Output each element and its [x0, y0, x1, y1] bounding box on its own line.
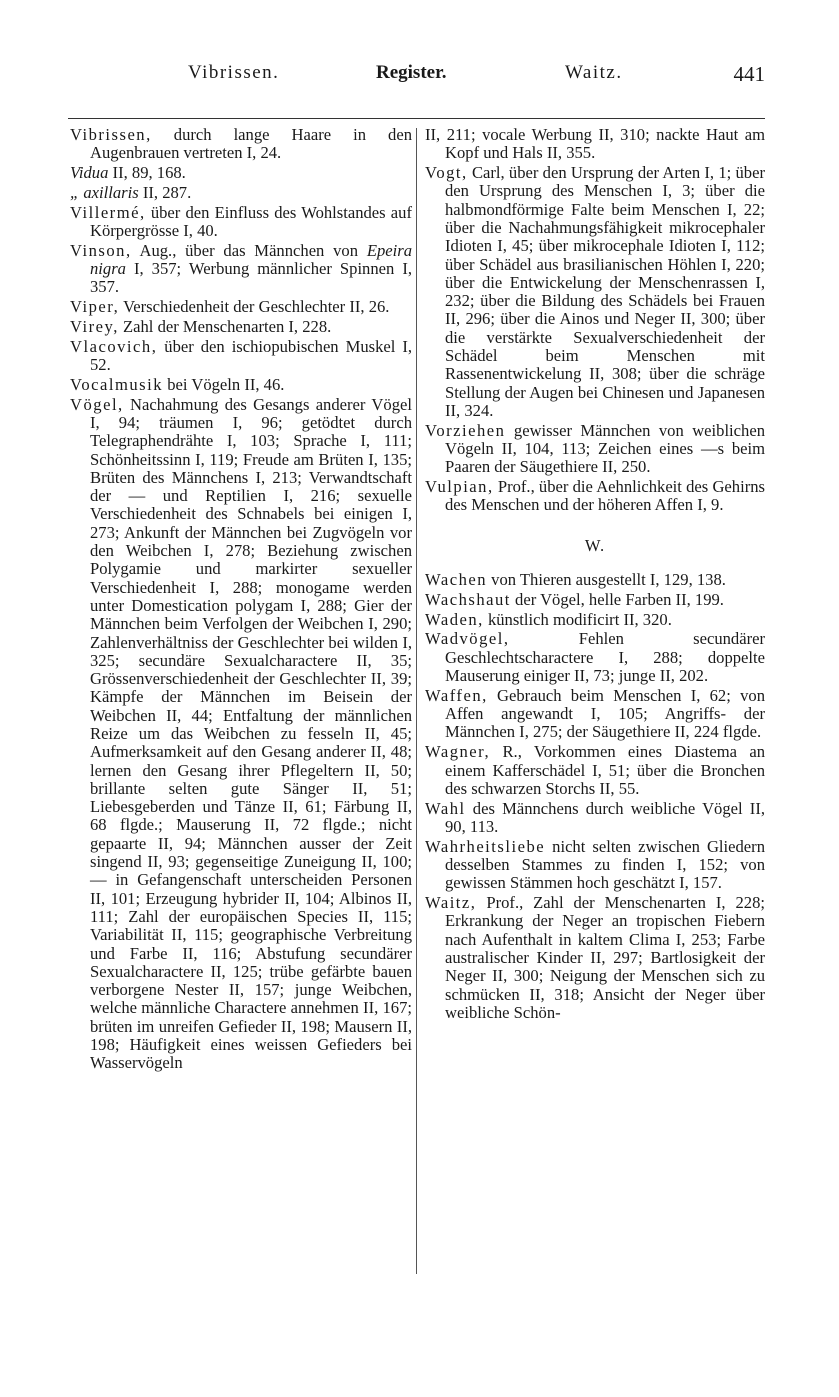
running-header: [68, 62, 765, 92]
index-entry: Wachen von Thieren ausgestellt I, 129, 138.: [425, 570, 726, 590]
index-entry: Vlacovich, über den ischiopubischen Muskel I, 52.: [70, 336, 412, 375]
index-entry: Vidua II, 89, 168.: [70, 163, 186, 183]
column-separator: [416, 128, 417, 1274]
index-entry: Waden, künstlich modificirt II, 320.: [425, 609, 672, 629]
index-entry: Wadvögel, Fehlen secundärer Geschlechtscharactere I, 288; doppelte Mauserung einiger II, 73; junge II, 202.: [425, 629, 765, 686]
section-letter: W.: [584, 535, 606, 555]
index-entry: Vulpian, Prof., über die Aehnlichkeit des Gehirns des Menschen und der höheren Affen I, 9.: [425, 477, 765, 515]
index-entry: Waffen, Gebrauch beim Menschen I, 62; von Affen angewandt I, 105; Angriffs- der Männchen I, 275; der Säugethiere II, 224 flgde.: [425, 685, 765, 742]
index-entry: Vorziehen gewisser Männchen von weiblichen Vögeln II, 104, 113; Zeichen eines —s beim Paaren der Säugethiere II, 250.: [425, 420, 765, 477]
index-entry: Vögel, Nachahmung des Gesangs anderer Vögel I, 94; träumen I, 96; getödtet durch Telegraphendrähte I, 103; Sprache I, 111; Schönheitssinn I, 119; Freude am Brüten I, 135; Brüten des Männchens I, 213; Verwandtschaft der — und Reptilien I, 216; sexuelle Verschiedenheit des Schnabels bei einigen I, 273; Ankunft der Männchen bei Zugvögeln vor den Weibchen I, 278; Beziehung zwischen Polygamie und markirter sexueller Verschiedenheit I, 288; monogame werden unter Domestication polygam I, 288; Gier der Männchen beim Verfolgen der Weibchen I, 290; Zahlenverhältniss der Geschlechter bei wilden I, 325; secundäre Sexualcharactere II, 35; Grössenverschiedenheit der Geschlechter II, 39; Kämpfe der Männchen im Beisein der Weibchen II, 44; Entfaltung der männlichen Reize um das Weibchen zu fesseln II, 45; Aufmerksamkeit auf den Gesang anderer II, 48; lernen den Gesang ihrer Pflegeltern II, 50; brillante selten gute Sänger II, 51; Liebesgeberden und Tänze II, 61; Färbung II, 68 flgde.; Mauserung II, 72 flgde.; nicht gepaarte II, 94; Männchen ausser der Zeit singend II, 93; gegenseitige Zuneigung II, 100; — in Gefangenschaft unterscheiden Personen II, 101; Erzeugung hybrider II, 104; Albinos II, 111; Zahl der europäischen Species II, 115; Variabilität II, 115; geographische Verbreitung und Farbe II, 116; Abstufung secundärer Sexualcharactere II, 125; trübe gefärbte bauen verborgene Nester II, 157; junge Weibchen, welche männliche Charactere annehmen II, 167; brüten im unreifen Gefieder II, 198; Mausern II, 198; Häufigkeit eines weissen Gefieders bei Wasservögeln: [70, 394, 412, 1073]
index-entry: Wagner, R., Vorkommen eines Diastema an einem Kafferschädel I, 51; über die Bronchen des schwarzen Storchs II, 55.: [425, 742, 765, 798]
left-column: [70, 126, 412, 1074]
index-entry: Vogt, Carl, über den Ursprung der Arten I, 1; über den Ursprung des Menschen I, 3; über die halbmondförmige Falte beim Menschen I, 22; über die Nachahmungsfähigkeit mikrocephaler Idioten I, 45; über mikrocephale Idioten I, 112; über Schädel aus brasilianischen Höhlen I, 220; über die Entwickelung der Menschenrassen I, 232; über die Bildung des Schädels bei Frauen II, 296; über die Ainos und Neger II, 300; über die verstärkte Sexualverschiedenheit der Schädel beim Menschen mit Rassenentwickelung II, 308; über die schräge Stellung der Augen bei Chinesen und Japanesen II, 324.: [425, 163, 765, 420]
index-entry: „ axillaris II, 287.: [70, 182, 192, 202]
index-entry: Viper, Verschiedenheit der Geschlechter II, 26.: [70, 297, 390, 317]
header-title: Register.: [376, 62, 447, 83]
index-entry-continued: II, 211; vocale Werbung II, 310; nackte Haut am Kopf und Hals II, 355.: [425, 125, 765, 163]
header-first-entry: Vibrissen.: [188, 62, 280, 83]
index-entry: Vinson, Aug., über das Männchen von Epeira nigra I, 357; Werbung männlicher Spinnen I, 357.: [70, 240, 412, 297]
index-entry: Vocalmusik bei Vögeln II, 46.: [70, 374, 285, 394]
right-column: [425, 126, 765, 1024]
index-entry: Vibrissen, durch lange Haare in den Augenbrauen vertreten I, 24.: [70, 125, 412, 163]
page-number: 441: [733, 62, 765, 86]
index-entry: Waitz, Prof., Zahl der Menschenarten I, 228; Erkrankung der Neger an tropischen Fiebern nach Aufenthalt in kaltem Clima I, 253; Farbe australischer Kinder II, 297; Bartlosigkeit der Neger II, 300; Neigung der Menschen sich zu schmücken II, 318; Ansicht der Neger über weibliche Schön-: [425, 893, 765, 1022]
index-entry: Villermé, über den Einfluss des Wohlstandes auf Körpergrösse I, 40.: [70, 202, 412, 240]
index-entry: Wahl des Männchens durch weibliche Vögel II, 90, 113.: [425, 798, 765, 836]
index-entry: Wachshaut der Vögel, helle Farben II, 199.: [425, 589, 724, 609]
index-entry: Virey, Zahl der Menschenarten I, 228.: [70, 316, 332, 336]
header-last-entry: Waitz.: [565, 62, 623, 83]
header-rule: [68, 118, 765, 119]
index-entry: Wahrheitsliebe nicht selten zwischen Gliedern desselben Stammes zu finden I, 152; von gewissen Stämmen hoch geschätzt I, 157.: [425, 836, 765, 893]
